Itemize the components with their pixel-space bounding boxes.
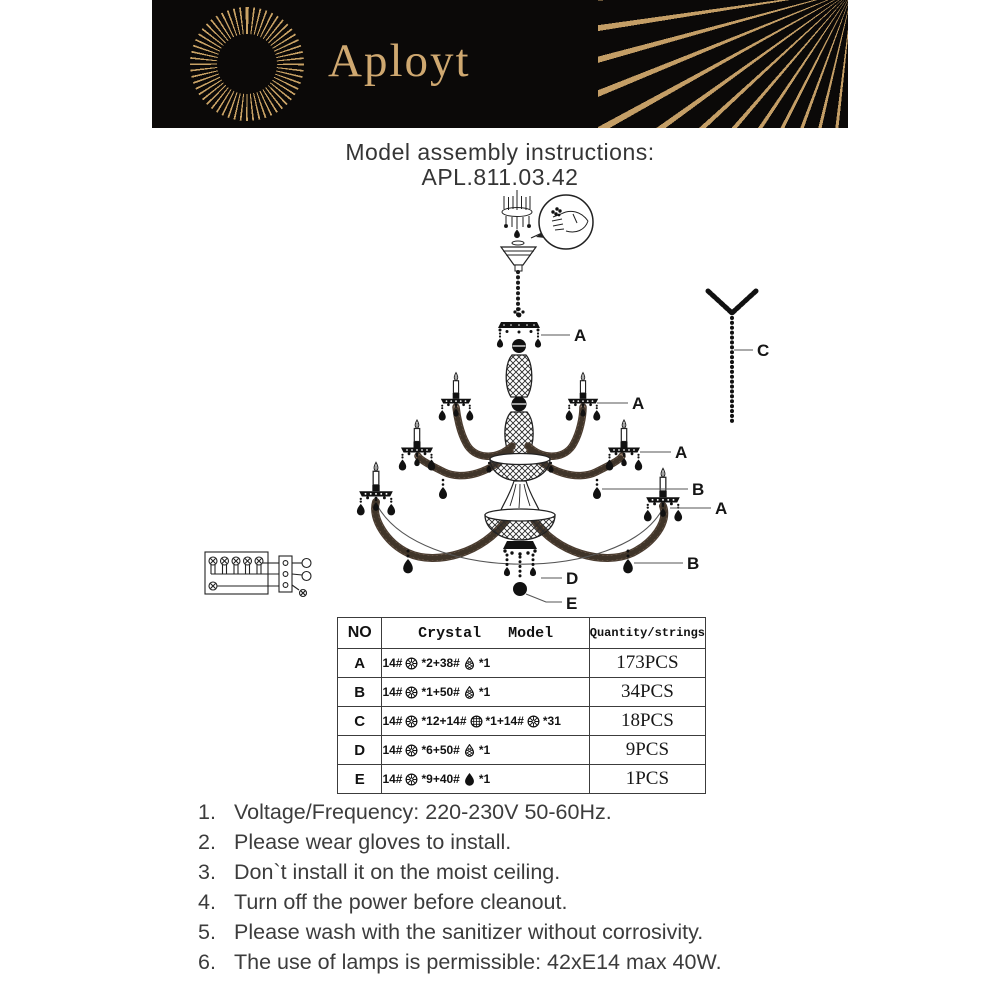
crystal-spec-text: *2+38# (421, 656, 460, 670)
crystal-spec-text: *1 (478, 685, 491, 699)
model-number: APL.811.03.42 (421, 164, 579, 190)
list-item (198, 797, 858, 827)
diagram-label-d: D (566, 569, 579, 588)
brand-name: Aployt (328, 35, 471, 87)
list-item (198, 947, 858, 977)
bead-mesh-icon (470, 715, 483, 728)
finial-ball (513, 582, 527, 596)
crystal-spec-text: *6+50# (421, 743, 460, 757)
diagram-label-tier3-a: A (715, 499, 728, 518)
header-no: NO (338, 618, 382, 649)
canopy-detail-sketch (502, 190, 532, 238)
diagram-label-mid-b: B (692, 480, 705, 499)
item-text: Don`t install it on the moist ceiling. (234, 860, 561, 884)
diagram-label-low-b: B (687, 554, 700, 573)
magnifier-wiring-detail (531, 195, 593, 249)
page-title: Model assembly instructions: (345, 139, 655, 165)
list-item (198, 917, 858, 947)
crystal-spec-text: 14# (382, 714, 403, 728)
item-number: 1. (198, 800, 216, 824)
drop-mesh-icon (463, 657, 476, 670)
candle-low-right (644, 468, 682, 521)
list-item (198, 857, 858, 887)
drop-mesh-icon (463, 686, 476, 699)
crystal-spec (382, 656, 588, 670)
crystal-spec-text: 14# (382, 685, 403, 699)
wiring-schematic (205, 552, 311, 597)
table-row (338, 736, 706, 765)
drop-mesh-icon (463, 744, 476, 757)
row-quantity: 18PCS (589, 707, 705, 736)
item-number: 2. (198, 830, 216, 854)
row-letter: A (338, 649, 382, 678)
crystal-spec (382, 714, 588, 728)
item-text: Turn off the power before cleanout. (234, 890, 568, 914)
drop-solid-icon (463, 773, 476, 786)
crystal-spec-text: *1 (478, 656, 491, 670)
crystal-spec-text: 14# (382, 656, 403, 670)
candle-mid-left (399, 420, 435, 471)
crystal-spec-text: *1 (478, 743, 491, 757)
table-row (338, 678, 706, 707)
crystal-spec-text: *1+14# (485, 714, 524, 728)
crystal-spec (382, 685, 588, 699)
item-number: 5. (198, 920, 216, 944)
bottom-crown (503, 541, 537, 556)
diagram-label-top-a: A (574, 326, 587, 345)
candle-upper-left (439, 373, 474, 421)
row-quantity: 9PCS (589, 736, 705, 765)
instructions-list (198, 797, 858, 977)
diagram-label-e: E (566, 594, 578, 613)
item-number: 3. (198, 860, 216, 884)
candle-upper-right (566, 373, 601, 421)
crystal-spec-text: 14# (382, 772, 403, 786)
candle-low-left (357, 462, 395, 515)
bead-flower-icon (405, 773, 418, 786)
crystal-spec-text: *31 (542, 714, 561, 728)
candle-mid-right (606, 420, 642, 471)
crystal-spec (382, 743, 588, 757)
crystal-spec-text: *1 (478, 772, 491, 786)
table-header-row (338, 618, 706, 649)
upper-crystal-bowl (486, 454, 553, 482)
header-quantity: Quantity/strings (589, 618, 705, 649)
item-text: Voltage/Frequency: 220-230V 50-60Hz. (234, 800, 612, 824)
bead-flower-icon (527, 715, 540, 728)
ceiling-cup (501, 241, 536, 271)
crystal-spec-text: *12+14# (421, 714, 467, 728)
item-text: Please wash with the sanitizer without corrosivity. (234, 920, 704, 944)
brand-banner (152, 0, 848, 128)
bead-flower-icon (405, 715, 418, 728)
row-quantity: 1PCS (589, 765, 705, 794)
header-crystal-model: Crystal Model (382, 618, 589, 649)
diagram-label-tier2-a: A (675, 443, 688, 462)
table-row (338, 707, 706, 736)
crystal-spec-text: *9+40# (421, 772, 460, 786)
row-letter: C (338, 707, 382, 736)
row-quantity: 173PCS (589, 649, 705, 678)
sunburst-logo-icon (190, 7, 304, 121)
crystal-spec-text: 14# (382, 743, 403, 757)
diagram-label-c: C (757, 341, 770, 360)
crystal-spec (382, 772, 588, 786)
row-quantity: 34PCS (589, 678, 705, 707)
item-number: 4. (198, 890, 216, 914)
c-bead-string (708, 291, 756, 424)
crystal-spec-table (337, 617, 706, 794)
table-row (338, 649, 706, 678)
diagram-label-tier1-a: A (632, 394, 645, 413)
row-letter: B (338, 678, 382, 707)
item-text: The use of lamps is permissible: 42xE14 max 40W. (234, 950, 722, 974)
corner-rays-decoration-icon (598, 0, 848, 128)
bottom-bead-strings (507, 555, 533, 579)
item-text: Please wear gloves to install. (234, 830, 512, 854)
bead-flower-icon (405, 744, 418, 757)
row-letter: D (338, 736, 382, 765)
center-column (505, 339, 533, 454)
bead-flower-icon (405, 657, 418, 670)
list-item (198, 827, 858, 857)
crystal-spec-text: *1+50# (421, 685, 460, 699)
row-letter: E (338, 765, 382, 794)
list-item (198, 887, 858, 917)
item-number: 6. (198, 950, 216, 974)
middle-vase (500, 481, 540, 512)
table-row (338, 765, 706, 794)
bead-flower-icon (405, 686, 418, 699)
